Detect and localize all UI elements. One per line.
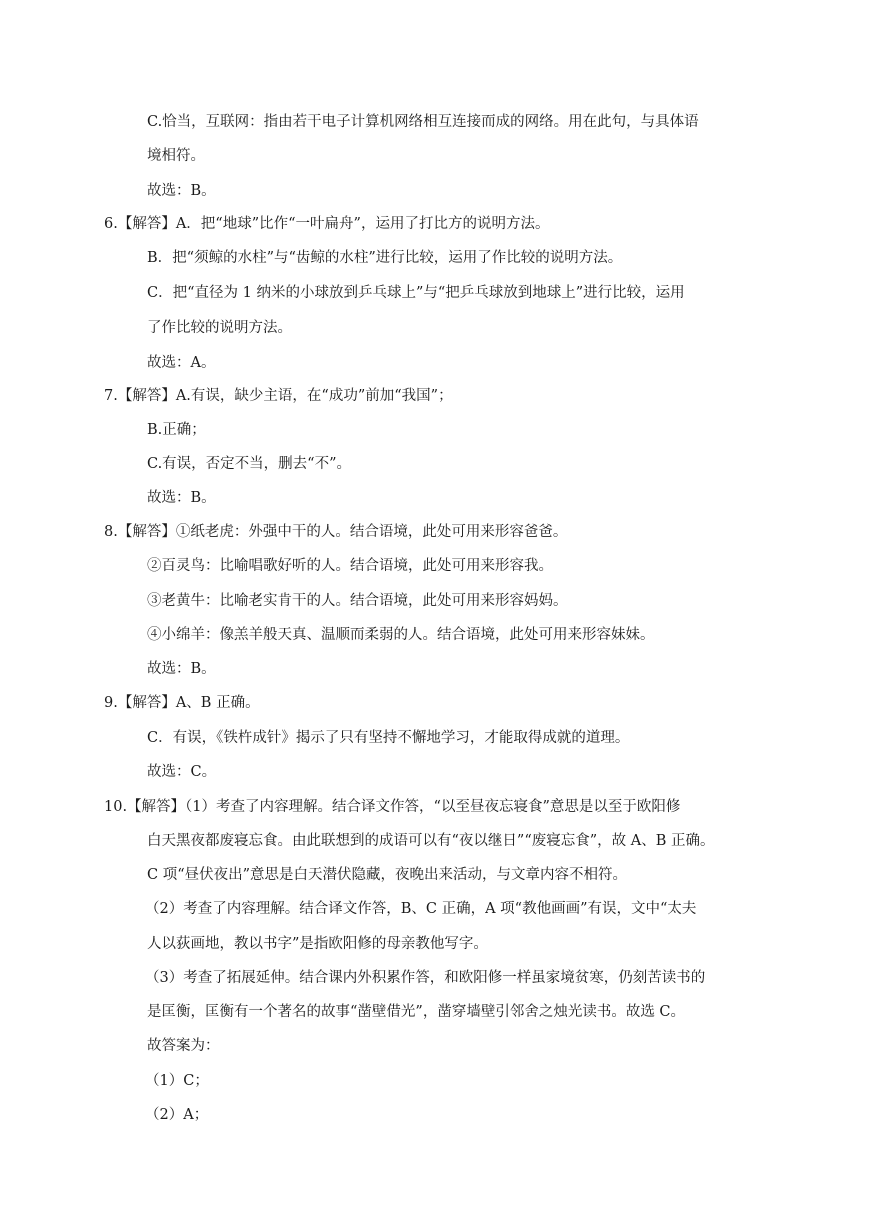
answer-6: 6.【解答】A．把“地球”比作“一叶扁舟”，运用了打比方的说明方法。 [104,216,550,232]
text-line: C．有误，《铁杵成针》揭示了只有坚持不懈地学习，才能取得成就的道理。 [147,730,630,746]
text-line: C．把“直径为 1 纳米的小球放到乒乓球上”与“把乒乓球放到地球上”进行比较，运用 [147,285,685,301]
answer-9: 9.【解答】A、B 正确。 [104,695,260,711]
text-line: （2）考查了内容理解。结合译文作答，B、C 正确，A 项“教他画画”有误，文中“太夫 [145,901,697,917]
text-line: （3）考查了拓展延伸。结合课内外积累作答，和欧阳修一样虽家境贫寒，仍刻苦读书的 [145,970,706,986]
text-line: 故选：B。 [147,661,216,677]
text-line: C.恰当，互联网：指由若干电子计算机网络相互连接而成的网络。用在此句，与具体语 [147,114,699,130]
text-line: 故选：C。 [147,764,217,780]
text-line: 故选：B。 [147,490,216,506]
text-line: ④小绵羊：像羔羊般天真、温顺而柔弱的人。结合语境，此处可用来形容妹妹。 [147,627,655,643]
text-line: 了作比较的说明方法。 [147,320,292,336]
text-line: B．把“须鲸的水柱”与“齿鲸的水柱”进行比较，运用了作比较的说明方法。 [147,250,623,266]
text-line: 境相符。 [147,148,205,164]
text-line: 故选：B。 [147,183,216,199]
text-line: 故选：A。 [147,355,216,371]
text-line: C.有误，否定不当，删去“不”。 [147,456,352,472]
text-line: 人以荻画地，教以书字”是指欧阳修的母亲教他写字。 [147,936,488,952]
text-line: ③老黄牛：比喻老实肯干的人。结合语境，此处可用来形容妈妈。 [147,593,568,609]
text-line: B.正确； [147,422,206,438]
text-line: 白天黑夜都废寝忘食。由此联想到的成语可以有“夜以继日”“废寝忘食”，故 A、B 正确。 [147,833,715,849]
text-line: ②百灵鸟：比喻唱歌好听的人。结合语境，此处可用来形容我。 [147,558,553,574]
answer-7: 7.【解答】A.有误，缺少主语，在“成功”前加“我国”； [104,388,453,404]
text-line: C 项“昼伏夜出”意思是白天潜伏隐藏，夜晚出来活动，与文章内容不相符。 [147,867,628,883]
text-line: 故答案为： [147,1038,220,1054]
text-line: 是匡衡，匡衡有一个著名的故事“凿壁借光”，凿穿墙壁引邻舍之烛光读书。故选 C。 [147,1004,686,1020]
answer-8: 8.【解答】①纸老虎：外强中干的人。结合语境，此处可用来形容爸爸。 [104,524,568,540]
answer-10: 10.【解答】（1）考查了内容理解。结合译文作答，“以至昼夜忘寝食”意思是以至于欧阳修 [104,799,681,815]
text-line: （2）A； [145,1107,209,1123]
text-line: （1）C； [145,1073,209,1089]
